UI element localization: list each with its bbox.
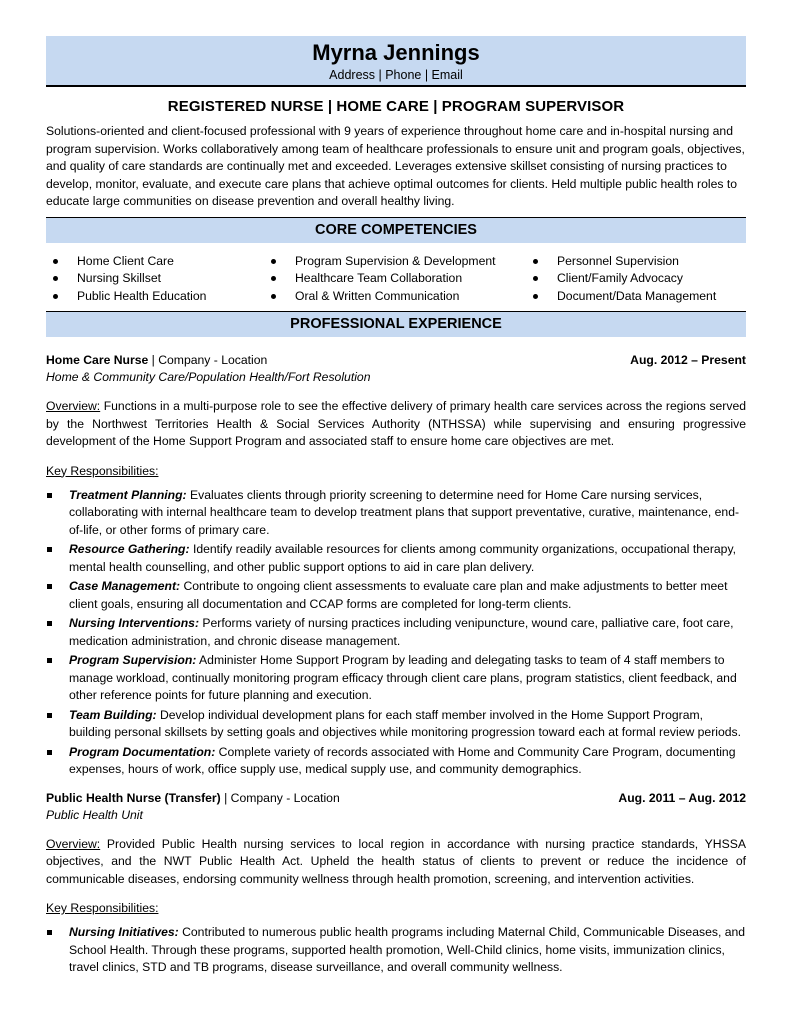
responsibility-text: Performs variety of nursing practices including venipuncture, wound care, palliative care, foot care, medication administration, and chronic disease management.: [69, 616, 734, 648]
overview-text: Provided Public Health nursing services to local region in accordance with nursing practice standards, YHSSA objectives, and the NWT Public Health Act. Upheld the health status of clients to prevent or reduce the incidence of communicable diseases, endorsing community wellness through health promotion, screening, and intervention activities.: [46, 836, 746, 886]
competency-item: Personnel Supervision: [526, 253, 746, 271]
overview-label: Overview:: [46, 836, 101, 851]
competency-column: [526, 253, 746, 306]
job-header: [46, 790, 746, 807]
responsibility-item: [46, 541, 746, 576]
job-entry: [46, 352, 746, 779]
job-entry: [46, 790, 746, 977]
competency-column: [264, 253, 526, 306]
key-responsibilities-label: Key Responsibilities:: [46, 901, 159, 915]
resume-page: [46, 36, 746, 979]
responsibility-text: Complete variety of records associated with Home and Community Care Program, documenting expenses, hours of work, office supply use, medical supply use, and community demographics.: [69, 744, 736, 776]
job-overview: [46, 398, 746, 451]
job-company: | Company - Location: [220, 790, 340, 805]
responsibilities-list: [46, 487, 746, 779]
job-header: [46, 352, 746, 369]
competencies-grid: [46, 253, 746, 306]
responsibility-text: Develop individual development plans for each staff member involved in the Home Support Program, building personal skillsets by setting goals and objectives while monitoring progression toward each at formal review periods.: [69, 707, 742, 739]
job-unit: Public Health Unit: [46, 807, 143, 822]
responsibility-title: Case Management:: [69, 579, 181, 593]
competency-item: Client/Family Advocacy: [526, 270, 746, 288]
competency-item: Healthcare Team Collaboration: [264, 270, 526, 288]
professional-headline: REGISTERED NURSE | HOME CARE | PROGRAM SUPERVISOR: [167, 98, 625, 115]
responsibilities-list: [46, 924, 746, 977]
responsibility-text: Identify readily available resources for clients among community organizations, occupational therapy, mental health counselling, and other public support options to aid in care plan delivery.: [69, 542, 737, 574]
job-dates: Aug. 2012 – Present: [630, 353, 746, 367]
responsibility-item: [46, 615, 746, 650]
responsibility-item: [46, 924, 746, 977]
overview-label: Overview:: [46, 399, 101, 413]
professional-summary: Solutions-oriented and client-focused professional with 9 years of experience throughout home care and in-hospital nursing and program supervision. Works collaboratively among team of healthcare professionals to ensure unit and program goals, objectives, and quality of care standards are continually met and exceeded. Leverages extensive skillset consisting of nursing practices to develop, monitor, evaluate, and execute care plans that achieve optimal outcomes for clients. Held multiple public health roles to educate large communities on disease prevention and overall healthy living.: [46, 124, 745, 208]
competency-column: [46, 253, 264, 306]
competency-item: Oral & Written Communication: [264, 288, 526, 306]
professional-experience-heading: PROFESSIONAL EXPERIENCE: [46, 311, 746, 337]
responsibility-item: [46, 707, 746, 742]
responsibility-item: [46, 487, 746, 540]
responsibility-text: Contributed to numerous public health programs including Maternal Child, Communicable Diseases, and School Health. Through these programs, supported health promotion, Well-Child clinics, home visits, immunization clinics, travel clinics, STD and TB programs, disease surveillance, and overall community wellness.: [69, 925, 746, 974]
key-responsibilities-label: Key Responsibilities:: [46, 463, 159, 478]
responsibility-title: Program Supervision:: [69, 653, 197, 667]
responsibility-item: [46, 652, 746, 705]
job-dates: Aug. 2011 – Aug. 2012: [618, 790, 746, 805]
overview-text: Functions in a multi-purpose role to see the effective delivery of primary health care services across the regions served by the Northwest Territories Health & Social Services Authority (NTHSSA) while supervising and ensuring progressive development of the Home Support Program and associated staff to ensure home care objectives are met.: [46, 399, 746, 448]
job-unit: Home & Community Care/Population Health/Fort Resolution: [46, 370, 371, 384]
responsibility-text: Contribute to ongoing client assessments to evaluate care plan and make adjustments to better meet client goals, ensuring all documentation and CCAP forms are completed for long-term clients.: [69, 579, 728, 611]
candidate-name: Myrna Jennings: [312, 40, 480, 65]
competency-item: Nursing Skillset: [46, 270, 264, 288]
competency-item: Program Supervision & Development: [264, 253, 526, 271]
core-competencies-heading: CORE COMPETENCIES: [46, 217, 746, 243]
job-title-line: [46, 790, 340, 807]
responsibility-item: [46, 744, 746, 779]
contact-line: Address | Phone | Email: [329, 68, 463, 82]
responsibility-text: Evaluates clients through priority screening to determine need for Home Care nursing services, collaborating with internal healthcare team to develop treatment plans that support preventative, curative, maintenance, end-of-life, or other forms of primary care.: [69, 487, 740, 537]
job-title: Public Health Nurse (Transfer): [46, 790, 221, 805]
responsibility-text: Administer Home Support Program by leading and delegating tasks to team of 4 staff members to manage workload, continually monitoring program efficacy through client care plans, program statistics, client feedback, and other reference points for future planning and execution.: [69, 653, 737, 702]
resume-header: [46, 36, 746, 87]
job-overview: [46, 836, 746, 889]
responsibility-item: [46, 578, 746, 613]
responsibility-title: Team Building:: [69, 707, 157, 722]
job-company: | Company - Location: [148, 353, 268, 367]
responsibility-title: Resource Gathering:: [69, 542, 190, 556]
competency-item: Document/Data Management: [526, 288, 746, 306]
competency-item: Home Client Care: [46, 253, 264, 271]
responsibility-title: Program Documentation:: [69, 744, 216, 759]
responsibility-title: Treatment Planning:: [69, 487, 187, 502]
responsibility-title: Nursing Interventions:: [69, 616, 200, 630]
job-title: Home Care Nurse: [46, 353, 149, 367]
competency-item: Public Health Education: [46, 288, 264, 306]
job-title-line: [46, 352, 267, 369]
responsibility-title: Nursing Initiatives:: [69, 925, 179, 939]
